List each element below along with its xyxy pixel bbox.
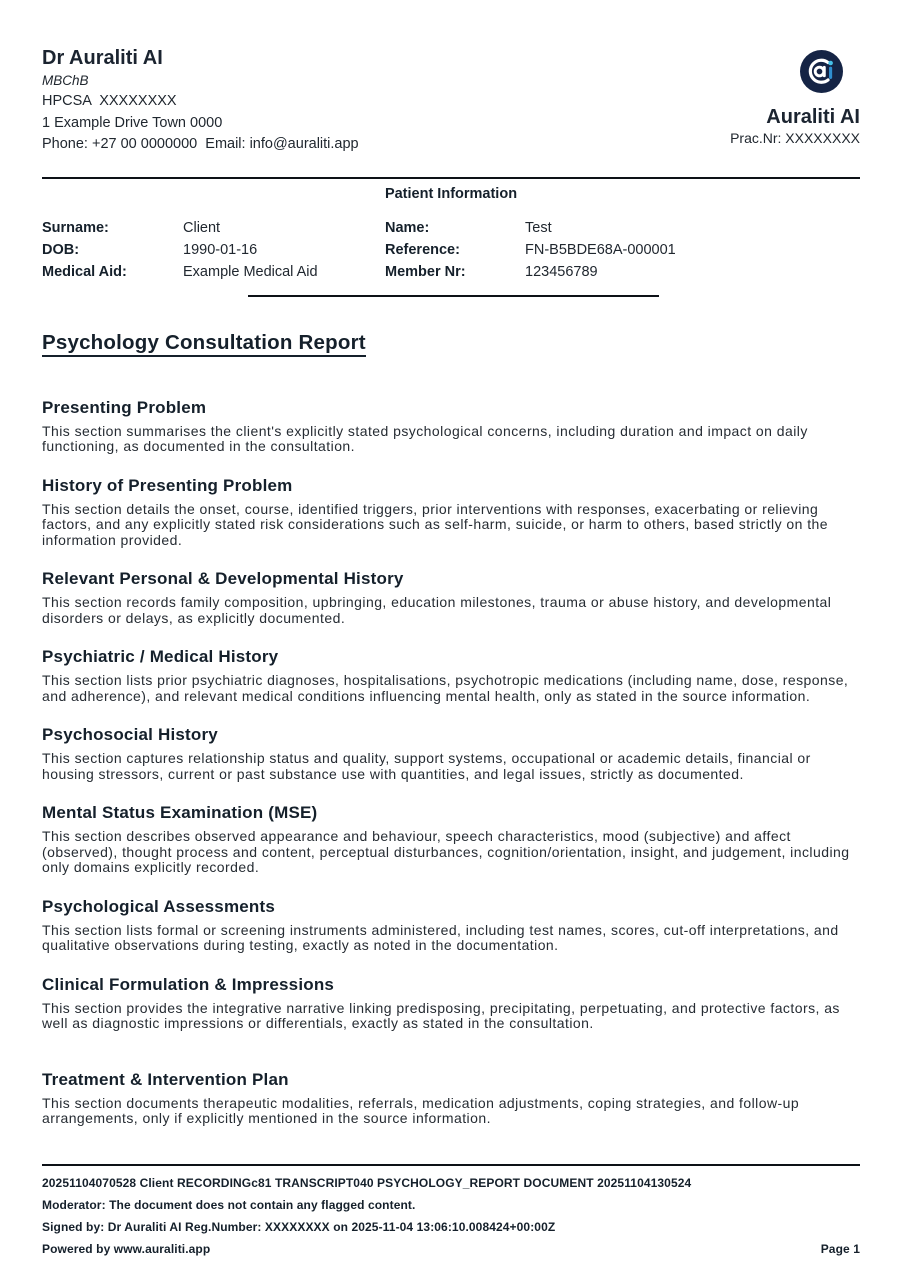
report-section [42,804,860,876]
page-title-text: Psychology Consultation Report [42,331,366,357]
practitioner-contact: Phone: +27 00 0000000 Email: info@auraliti.app [42,136,359,152]
section-body: This section lists prior psychiatric diagnoses, hospitalisations, psychotropic medications (including name, dose, response, and adherence), and relevant medical conditions influencing mental health, only as stated in the source information. [42,672,849,704]
powered-by-text: Powered by www.auraliti.app [42,1242,211,1256]
brand-block [730,46,860,148]
report-section [42,1054,860,1127]
brand-logo-icon [800,50,843,93]
section-heading: Psychosocial History [42,725,218,744]
report-section [42,477,860,549]
section-heading: Relevant Personal & Developmental History [42,569,404,588]
patient-field-value: Test [525,219,552,236]
patient-field-value: Client [183,219,221,236]
section-heading: Mental Status Examination (MSE) [42,803,318,822]
patient-info-row [42,217,860,239]
letterhead [42,46,860,156]
patient-field-value: Example Medical Aid [183,263,318,280]
patient-field-value: FN-B5BDE68A-000001 [525,241,676,258]
report-sections [42,399,860,1127]
section-heading: History of Presenting Problem [42,475,293,495]
report-section [42,726,860,782]
section-heading: Psychological Assessments [42,896,276,916]
signed-by-line: Signed by: Dr Auraliti AI Reg.Number: XXXXXXXX on 2025-11-04 13:06:10.008424+00:00Z [42,1220,556,1234]
section-body: This section provides the integrative narrative linking predisposing, precipitating, perpetuating, and protective factors, as well as diagnostic impressions or differentials, exactly as stated in the consultation. [42,999,840,1031]
section-body: This section documents therapeutic modalities, referrals, medication adjustments, coping strategies, and follow-up arrangements, only if explicitly mentioned in the source information. [42,1094,800,1126]
report-section [42,648,860,704]
footer-divider [42,1164,860,1166]
patient-field-label: Medical Aid: [42,263,127,280]
patient-field-label: Name: [385,219,430,236]
section-heading: Clinical Formulation & Impressions [42,974,335,994]
page-title [42,331,860,355]
practitioner-qualification: MBChB [42,73,89,88]
moderator-line: Moderator: The document does not contain any flagged content. [42,1198,416,1212]
section-body: This section lists formal or screening instruments administered, including test names, scores, cut-off interpretations, and qualitative observations during testing, exactly as noted in the documentation. [42,921,839,953]
section-body: This section records family composition, upbringing, education milestones, trauma or abuse history, and developmental disorders or delays, as explicitly documented. [42,594,832,626]
footer-bottom-row [42,1243,860,1256]
document-reference-line: 20251104070528 Client RECORDINGc81 TRANSCRIPT040 PSYCHOLOGY_REPORT DOCUMENT 20251104130524 [42,1176,692,1190]
section-heading: Presenting Problem [42,397,207,417]
brand-name: Auraliti AI [766,106,860,128]
section-heading: Treatment & Intervention Plan [42,1069,289,1089]
section-body: This section summarises the client's explicitly stated psychological concerns, including duration and impact on daily functioning, as documented in the consultation. [42,422,808,454]
report-section [42,976,860,1032]
patient-field-value: 123456789 [525,263,598,280]
header-divider [42,177,860,179]
patient-info-row [42,239,860,261]
section-body: This section captures relationship status and quality, support systems, occupational or academic details, financial or housing stressors, current or past substance use with quantities, and legal issues, strictly as documented. [42,750,811,782]
report-section [42,399,860,455]
page-footer [42,1164,860,1256]
patient-field-label: DOB: [42,241,80,258]
practitioner-address: 1 Example Drive Town 0000 [42,114,223,131]
report-section [42,570,860,626]
practice-number: Prac.Nr: XXXXXXXX [730,130,860,146]
patient-info-title: Patient Information [384,185,518,202]
section-heading: Psychiatric / Medical History [42,647,279,666]
patient-field-label: Reference: [385,241,460,258]
report-section [42,898,860,954]
section-body: This section details the onset, course, identified triggers, prior interventions with responses, exacerbating or relieving factors, and any explicitly stated risk considerations such as self-harm, suicide, or harm to others, based strictly on the information provided. [42,500,829,548]
section-body: This section describes observed appearance and behaviour, speech characteristics, mood (subjective) and affect (observed), thought process and content, perceptual disturbances, cognition/orientation, insight, and judgement, including only domains explicitly recorded. [42,828,850,875]
patient-field-label: Surname: [42,219,109,236]
patient-info-row [42,261,860,283]
page-number: Page 1 [820,1242,860,1256]
patient-field-label: Member Nr: [385,263,466,280]
practitioner-name: Dr Auraliti AI [42,47,163,69]
patient-info-divider [248,295,659,297]
patient-info-table [42,217,860,283]
practitioner-registration: HPCSA XXXXXXXX [42,93,177,109]
practitioner-block [42,46,359,156]
patient-field-value: 1990-01-16 [183,241,258,258]
